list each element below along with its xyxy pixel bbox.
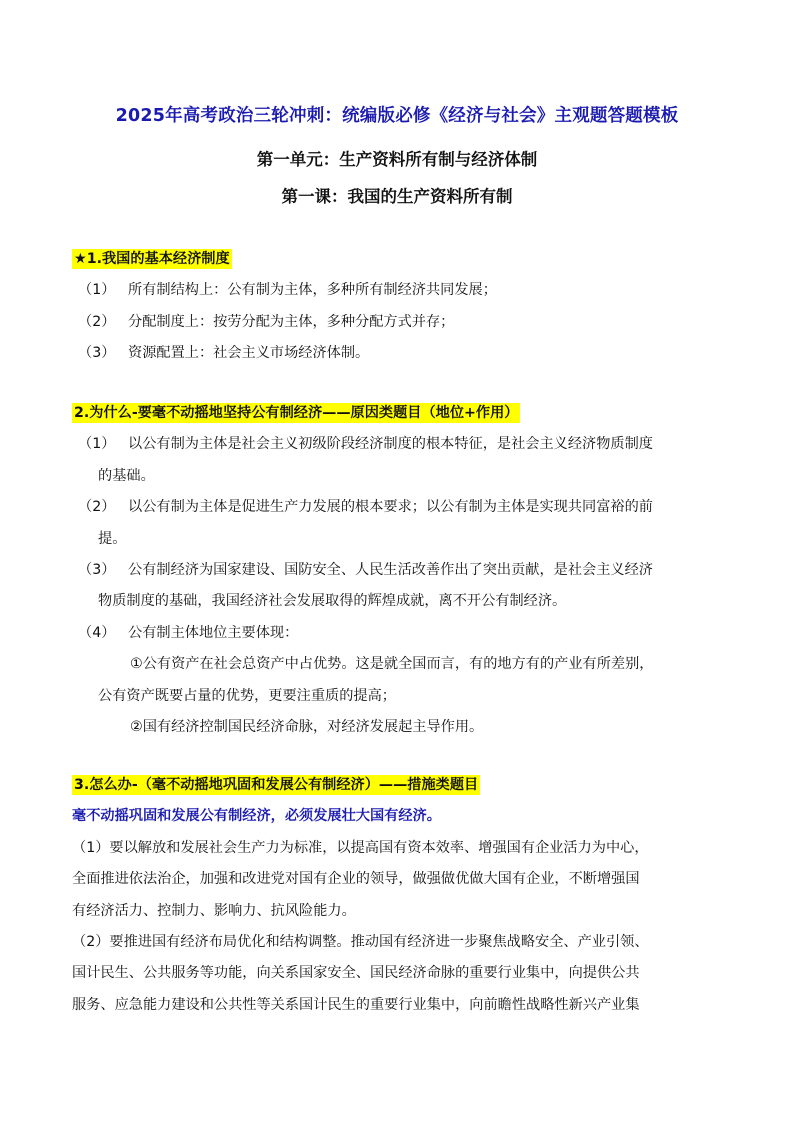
- sub-point-1: ①公有资产在社会总资产中占优势。这是就全国而言，有的地方有的产业有所差别，: [130, 656, 654, 673]
- item-text: 分配制度上：按劳分配为主体，多种分配方式并存；: [128, 313, 455, 330]
- unit-title: 第一单元：生产资料所有制与经济体制: [256, 150, 538, 169]
- item-number: （1）: [78, 282, 116, 299]
- section-1-heading: ★1.我国的基本经济制度: [74, 251, 230, 267]
- sub-point-2: ②国有经济控制国民经济命脉，对经济发展起主导作用。: [130, 718, 484, 735]
- item-continuation: 的基础。: [98, 467, 155, 484]
- paragraph-2-line: （2）要推进国有经济布局优化和结构调整。推动国有经济进一步聚焦战略安全、产业引领、: [72, 933, 649, 950]
- section-1-heading-row: [72, 244, 732, 275]
- item-text: 以公有制为主体是社会主义初级阶段经济制度的根本特征，是社会主义经济物质制度: [128, 436, 653, 453]
- list-item: [72, 307, 732, 338]
- sub-point-1-continuation: 公有资产既要占量的优势，更要注重质的提高；: [98, 687, 396, 704]
- list-item: [72, 338, 732, 369]
- section-3-lead: 毫不动摇巩固和发展公有制经济，必须发展壮大国有经济。: [72, 808, 441, 825]
- section-3: [72, 770, 732, 1021]
- paragraph-1-line: 有经济活力、控制力、影响力、抗风险能力。: [72, 902, 356, 919]
- section-2-heading-row: [72, 398, 732, 429]
- list-item: [72, 618, 732, 649]
- item-number: （1）: [78, 436, 116, 453]
- item-continuation: 物质制度的基础，我国经济社会发展取得的辉煌成就，离不开公有制经济。: [98, 593, 567, 610]
- item-text: 资源配置上：社会主义市场经济体制。: [128, 345, 370, 362]
- item-number: （3）: [78, 561, 116, 578]
- item-text: 所有制结构上：公有制为主体，多种所有制经济共同发展；: [128, 282, 497, 299]
- document-title: 2025年高考政治三轮冲刺：统编版必修《经济与社会》主观题答题模板: [115, 106, 679, 126]
- section-2: [72, 398, 732, 743]
- item-continuation: 提。: [98, 530, 127, 547]
- item-number: （2）: [78, 313, 116, 330]
- section-3-heading: 3.怎么办-（毫不动摇地巩固和发展公有制经济）——措施类题目: [74, 777, 479, 793]
- item-number: （2）: [78, 499, 116, 516]
- item-number: （3）: [78, 345, 116, 362]
- paragraph-1-line: （1）要以解放和发展社会生产力为标准，以提高国有资本效率、增强国有企业活力为中心，: [72, 839, 649, 856]
- paragraph-2-line: 服务、应急能力建设和公共性等关系国计民生的重要行业集中，向前瞻性战略性新兴产业集: [72, 996, 640, 1013]
- paragraph-2-line: 国计民生、公共服务等功能，向关系国家安全、国民经济命脉的重要行业集中，向提供公共: [72, 965, 640, 982]
- list-item: [72, 492, 732, 523]
- paragraph-1-line: 全面推进依法治企，加强和改进党对国有企业的领导，做强做优做大国有企业，不断增强国: [72, 871, 640, 888]
- section-1: [72, 244, 732, 370]
- item-text: 公有制经济为国家建设、国防安全、人民生活改善作出了突出贡献，是社会主义经济: [128, 561, 653, 578]
- item-number: （4）: [78, 624, 116, 641]
- lesson-title: 第一课：我国的生产资料所有制: [281, 187, 513, 206]
- item-text: 公有制主体地位主要体现：: [128, 624, 299, 641]
- list-item: [72, 429, 732, 460]
- section-2-heading: 2.为什么-要毫不动摇地坚持公有制经济——原因类题目（地位+作用）: [74, 405, 519, 421]
- item-text: 以公有制为主体是促进生产力发展的根本要求；以公有制为主体是实现共同富裕的前: [128, 499, 653, 516]
- section-3-heading-row: [72, 770, 732, 801]
- list-item: [72, 275, 732, 306]
- list-item: [72, 555, 732, 586]
